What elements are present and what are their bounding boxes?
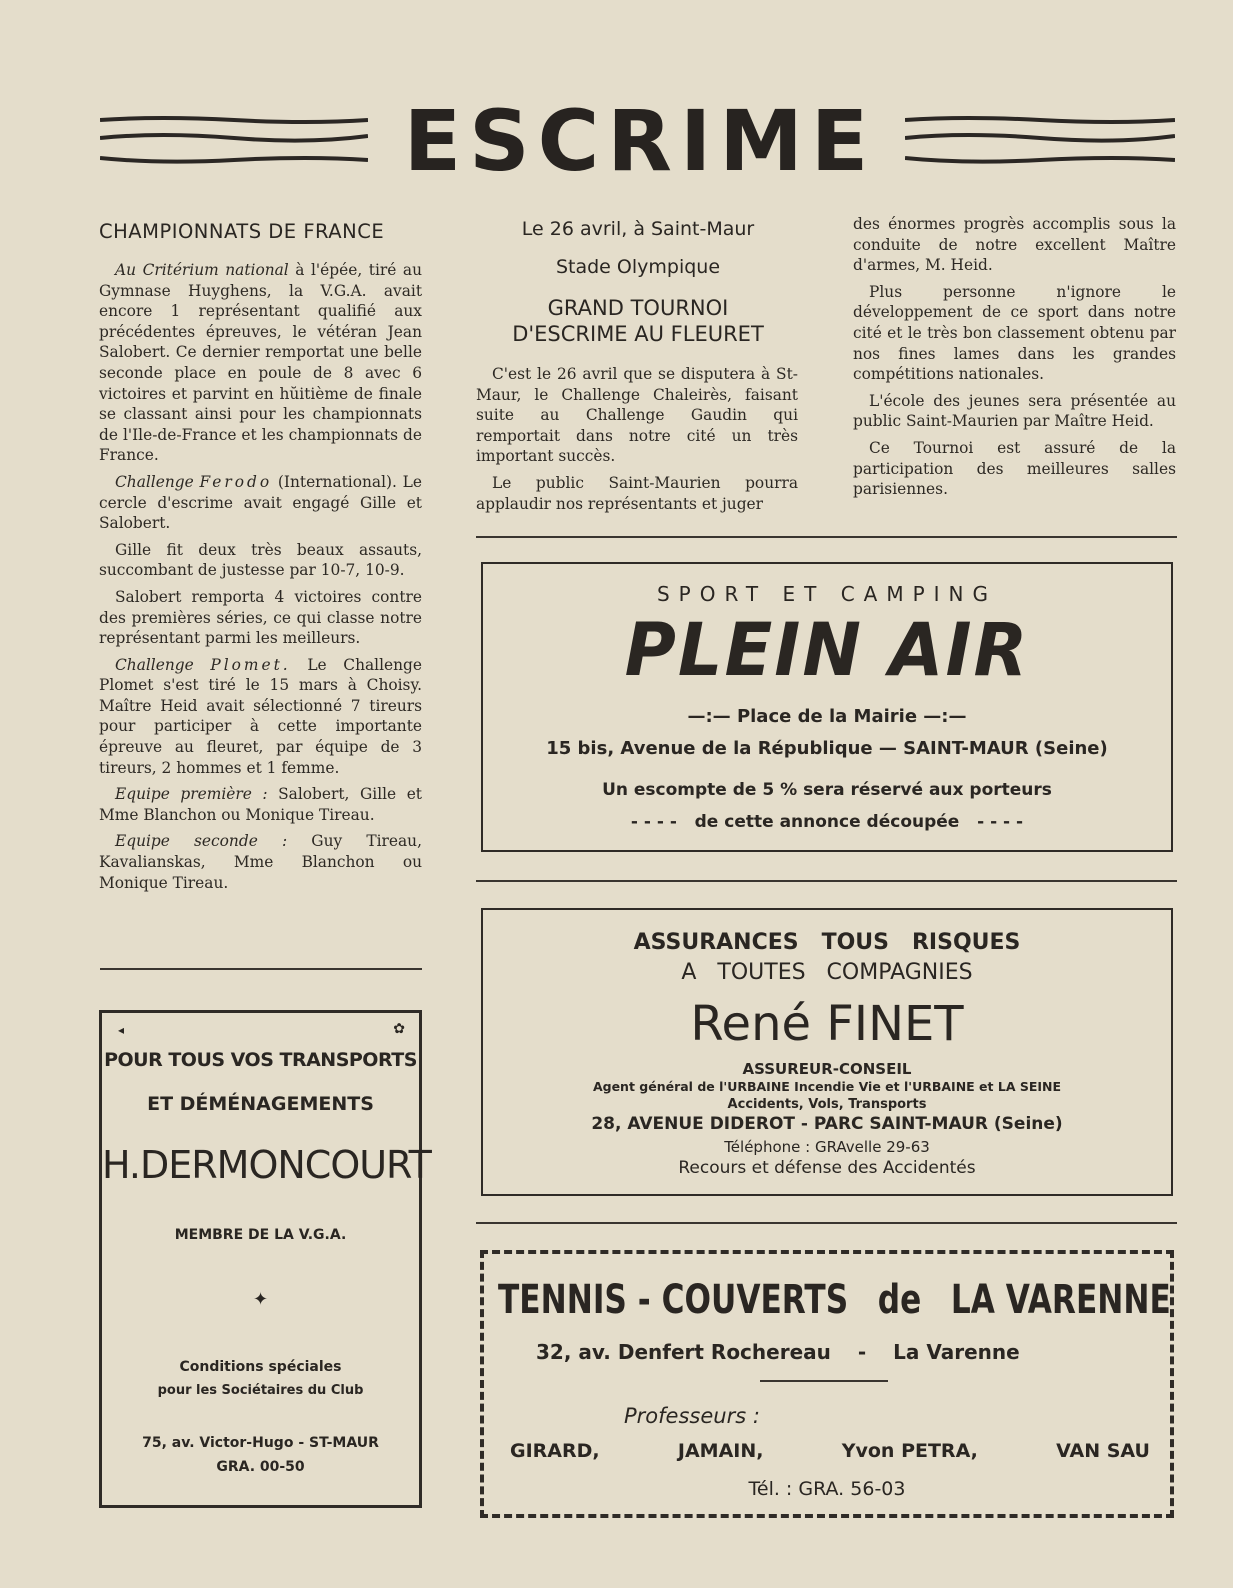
address-right: La Varenne <box>893 1340 1020 1364</box>
ad-footer: Recours et défense des Accidentés <box>678 1158 976 1178</box>
ad-professors <box>510 1440 1150 1462</box>
ad-line4: - - - - de cette annonce découpée - - - - <box>630 812 1024 832</box>
professor: Yvon PETRA, <box>841 1440 978 1462</box>
event-venue: Stade Olympique <box>555 256 721 278</box>
masthead-rule-left <box>100 110 368 170</box>
paragraph: Equipe première : Salobert, Gille et Mme Blanchon ou Monique Tireau. <box>99 785 422 824</box>
divider <box>476 1222 1177 1224</box>
event-title-line2: D'ESCRIME AU FLEURET <box>512 322 764 346</box>
ad-cond1: Conditions spéciales <box>179 1359 342 1375</box>
divider <box>476 536 1177 538</box>
ad-role: ASSUREUR-CONSEIL <box>742 1060 912 1078</box>
ad-line1: ASSURANCES TOUS RISQUES <box>633 930 1021 955</box>
page-title: ESCRIME <box>403 92 877 190</box>
professor: GIRARD, <box>510 1440 600 1462</box>
title-left: TENNIS - COUVERTS <box>498 1277 849 1323</box>
paragraph: Equipe seconde : Guy Tireau, Kavalianskas, Mme Blanchon ou Monique Tireau. <box>99 832 422 892</box>
ad-phone: Téléphone : GRAvelle 29-63 <box>724 1138 930 1156</box>
title-mid: de <box>877 1277 922 1323</box>
ad-line2: A TOUTES COMPAGNIES <box>681 960 973 985</box>
ornament-icon: ✦ <box>252 1289 269 1310</box>
paragraph: Ce Tournoi est assuré de la participation des meilleures salles parisiennes. <box>853 438 1176 499</box>
ad-finet <box>481 908 1173 1196</box>
ad-agent: Agent général de l'URBAINE Incendie Vie et l'URBAINE et LA SEINE <box>592 1079 1062 1094</box>
event-date: Le 26 avril, à Saint-Maur <box>521 218 755 240</box>
ad-phone: GRA. 00-50 <box>216 1459 305 1475</box>
paragraph: L'école des jeunes sera présentée au public Saint-Maurien par Maître Heid. <box>853 391 1176 431</box>
ad-line2: ET DÉMÉNAGEMENTS <box>147 1093 374 1115</box>
right-article <box>853 214 1176 506</box>
divider <box>760 1380 888 1382</box>
title-right: LA VARENNE <box>950 1277 1171 1323</box>
ad-phone: Tél. : GRA. 56-03 <box>748 1478 906 1500</box>
ad-line2: 15 bis, Avenue de la République — SAINT-MAUR (Seine) <box>546 738 1108 759</box>
professor: JAMAIN, <box>677 1440 764 1462</box>
address-sep: - <box>857 1340 867 1364</box>
paragraph: Au Critérium national à l'épée, tiré au Gymnase Huyghens, la V.G.A. avait encore 1 représentant qualifié aux précédentes épreuves, le vétéran Jean Salobert. Ce dernier remportat une belle seconde place en poule de 8 avec 6 victoires et parvint en hŭitième de finale se classant ainsi pour les championnats de l'Ile-de-France et les championnats de France. <box>99 261 422 465</box>
ad-name: H.DERMONCOURT <box>102 1143 431 1187</box>
middle-article <box>476 364 798 520</box>
section-heading-championnats: CHAMPIONNATS DE FRANCE <box>99 220 385 243</box>
corner-mark: ✿ <box>393 1021 405 1037</box>
ad-prof-label: Professeurs : <box>624 1404 760 1428</box>
address-left: 32, av. Denfert Rochereau <box>536 1340 831 1364</box>
ad-address: 75, av. Victor-Hugo - ST-MAUR <box>142 1435 379 1451</box>
ad-tennis <box>480 1250 1174 1518</box>
paragraph: Gille fit deux très beaux assauts, succombant de justesse par 10-7, 10-9. <box>99 540 422 580</box>
paragraph: des énormes progrès accomplis sous la conduite de notre excellent Maître d'armes, M. Heid. <box>853 215 1176 275</box>
event-title-line1: GRAND TOURNOI <box>547 296 729 320</box>
ad-address <box>536 1340 1156 1364</box>
ad-member: MEMBRE DE LA V.G.A. <box>174 1227 347 1243</box>
divider <box>476 880 1177 882</box>
ad-branches: Accidents, Vols, Transports <box>727 1097 927 1112</box>
paragraph: Challenge Plomet. Le Challenge Plomet s'est tiré le 15 mars à Choisy. Maître Heid avait sélectionné 7 tireurs pour participer à cette importante épreuve au fleuret, par équipe de 3 tireurs, 2 hommes et 1 femme. <box>99 655 422 777</box>
ad-dermoncourt <box>99 1010 431 1508</box>
ad-address: 28, AVENUE DIDEROT - PARC SAINT-MAUR (Seine) <box>591 1114 1063 1134</box>
ad-line1: POUR TOUS VOS TRANSPORTS <box>104 1049 417 1071</box>
paragraph: Plus personne n'ignore le développement de ce sport dans notre cité et le très bon classement obtenu par nos fines lames dans les grandes compétitions nationales. <box>853 282 1176 384</box>
paragraph: Salobert remporta 4 victoires contre des premières séries, ce qui classe notre représentant parmi les meilleurs. <box>99 587 422 648</box>
paragraph: Le public Saint-Maurien pourra applaudir nos représentants et juger <box>476 473 798 513</box>
ad-line1: —:— Place de la Mairie —:— <box>687 706 967 727</box>
ad-line3: Un escompte de 5 % sera réservé aux porteurs <box>602 780 1052 800</box>
ad-brand <box>483 606 1171 694</box>
corner-mark: ◂ <box>118 1023 125 1037</box>
brand-text: PLEIN AIR <box>624 606 1030 694</box>
left-article <box>99 260 422 899</box>
divider <box>100 968 422 970</box>
ad-plein-air <box>481 562 1173 852</box>
paragraph: Challenge Ferodo (International). Le cercle d'escrime avait engagé Gille et Salobert. <box>99 472 422 533</box>
paragraph: C'est le 26 avril que se disputera à St-Maur, le Challenge Chaleirès, faisant suite au Challenge Gaudin qui remportait dans notre cité un très important succès. <box>476 365 798 466</box>
ad-tagline: SPORT ET CAMPING <box>656 582 998 606</box>
ad-name: René FINET <box>690 996 964 1052</box>
masthead-rule-right <box>905 110 1175 170</box>
professor: VAN SAU <box>1056 1440 1150 1462</box>
ad-title <box>498 1270 1171 1330</box>
ad-cond2: pour les Sociétaires du Club <box>157 1383 364 1398</box>
